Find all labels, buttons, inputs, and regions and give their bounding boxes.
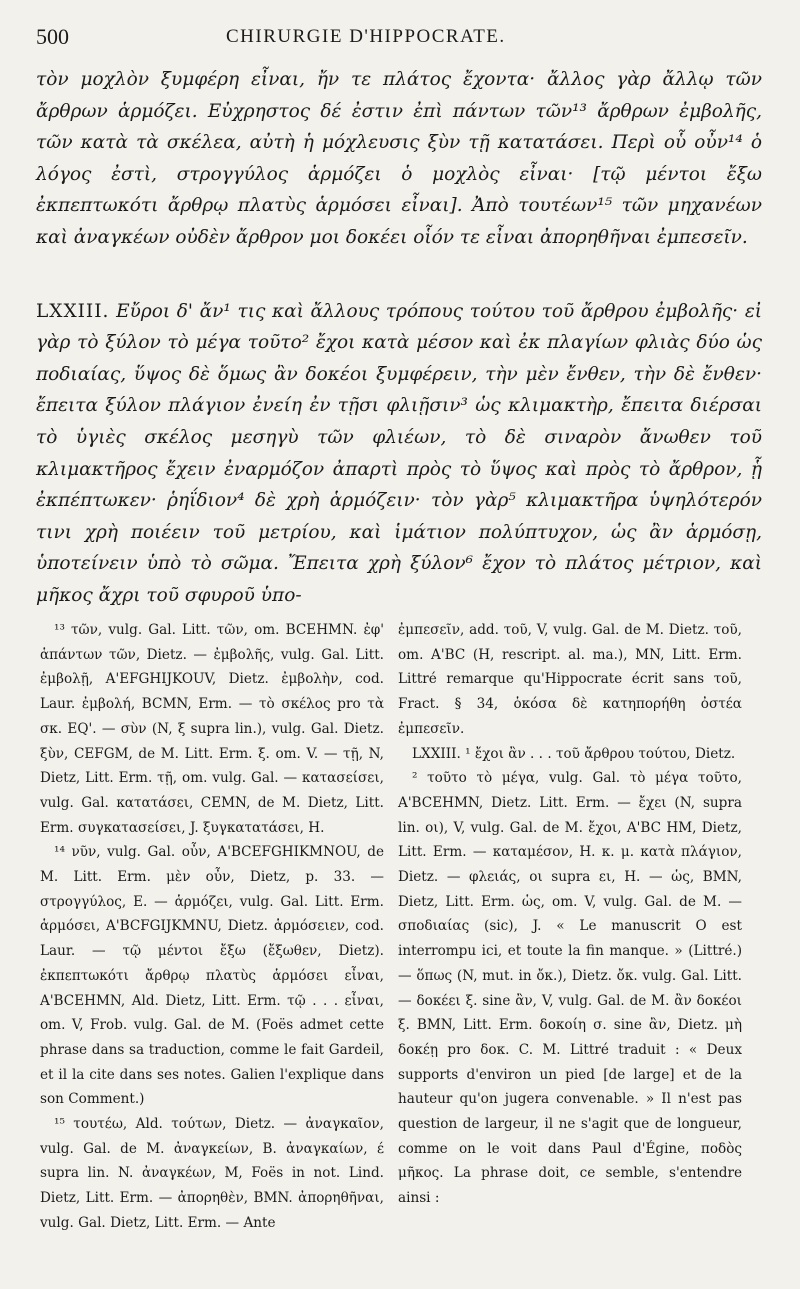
greek-paragraph-1: τὸν μοχλὸν ξυμφέρη εἶναι, ἤν τε πλάτος ἔχοντα· ἄλλος γὰρ ἄλλῳ τῶν ἄρθρων ἁρμόζει. Εὐχρηστος δέ ἐστιν ἐπὶ πάντων τῶν¹³ ἄρθρων ἐμβολῆς, τῶν κατὰ τὰ σκέλεα, αὐτὴ ἡ μόχλευσις ξὺν τῇ κατατάσει. Περὶ οὗ οὖν¹⁴ ὁ λόγος ἐστὶ, στρογγύλος ἁρμόζει ὁ μοχλὸς εἶναι· [τῷ μέντοι ἔξω ἐκπεπτωκότι ἄρθρῳ πλατὺς ἁρμόσει εἶναι]. Ἀπὸ τουτέων¹⁵ τῶν μηχανέων καὶ ἀναγκέων οὐδὲν ἄρθρον μοι δοκέει οἷόν τε εἶναι ἀπορηθῆναι ἐμπεσεῖν. — [36, 69, 762, 248]
footnotes-right-column — [398, 618, 742, 1211]
footnote-13: ¹³ τῶν, vulg. Gal. Litt. τῶν, om. BCEHMN. ἐφ' ἁπάντων τῶν, Dietz. — ἐμβολῆς, vulg. Gal. Litt. ἐμβολῇ, A'EFGHIJKOUV, Dietz. ἐμβολὴν, cod. Laur. ἐμβολή, BCMN, Erm. — τὸ σκέλος pro τὰ σκ. EQ'. — σὺν (N, ξ supra lin.), vulg. Gal. Dietz. ξὺν, CEFGM, de M. Litt. Erm. ξ. om. V. — τῇ, N, Dietz, Litt. Erm. τῇ, om. vulg. Gal. — κατασείσει, vulg. Gal. κατατάσει, CEMN, de M. Dietz, Litt. Erm. συγκατασείσει, J. ξυγκατατάσει, H. — [40, 622, 384, 836]
footnote-15-continued: ἐμπεσεῖν, add. τοῦ, V, vulg. Gal. de M. Dietz. τοῦ, om. A'BC (H, rescript. al. ma.), MN, Litt. Erm. Littré remarque qu'Hippocrate écrit sans τοῦ, Fract. § 34, ὁκόσα δὲ κατηπορήθη ὀστέα ἐμπεσεῖν. — [398, 622, 742, 737]
running-head — [36, 24, 764, 54]
footnotes-left-column — [40, 618, 384, 1236]
section-number: LXXIII. — [36, 300, 110, 322]
running-title: CHIRURGIE D'HIPPOCRATE. — [226, 26, 506, 47]
page-number: 500 — [36, 24, 69, 49]
section-text: Εὔροι δ' ἄν¹ τις καὶ ἄλλους τρόπους τούτου τοῦ ἄρθρου ἐμβολῆς· εἰ γὰρ τὸ ξύλον τὸ μέγα τοῦτο² ἔχοι κατὰ μέσον καὶ ἐκ πλαγίων φλιὰς δύο ὡς ποδιαίας, ὕψος δὲ ὅμως ἂν δοκέοι ξυμφέρειν, τὴν μὲν ἔνθεν, τὴν δὲ ἔνθεν· ἔπειτα ξύλον πλάγιον ἐνείη ἐν τῇσι φλιῇσιν³ ὡς κλιμακτὴρ, ἔπειτα διέρσαι τὸ ὑγιὲς σκέλος μεσηγὺ τῶν φλιέων, τὸ δὲ σιναρὸν ἄνωθεν τοῦ κλιμακτῆρος ἔχειν ἐναρμόζον ἀπαρτὶ πρὸς τὸ ὕψος καὶ πρὸς τὸ ἄρθρον, ᾗ ἐκπέπτωκεν· ῥηΐδιον⁴ δὲ χρὴ ἁρμόζειν· τὸν γὰρ⁵ κλιμακτῆρα ὑψηλότερόν τινι χρὴ ποιέειν τοῦ μετρίου, καὶ ἱμάτιον πολύπτυχον, ὡς ἂν ἁρμόσῃ, ὑποτείνειν ὑπὸ τὸ σῶμα. Ἔπειτα χρὴ ξύλον⁶ ἔχον τὸ πλάτος μέτριον, καὶ μῆκος ἄχρι τοῦ σφυροῦ ὑπο- — [36, 300, 762, 606]
footnote-14: ¹⁴ νῦν, vulg. Gal. οὖν, A'BCEFGHIKMNOU, de M. Litt. Erm. μὲν οὖν, Dietz, p. 33. — στρογγύλος, E. — ἁρμόζει, vulg. Gal. Litt. Erm. ἁρμόσει, A'BCFGIJKMNU, Dietz. ἁρμόσειεν, cod. Laur. — τῷ μέντοι ἔξω (ἔξωθεν, Dietz). ἐκπεπτωκότι ἄρθρῳ πλατὺς ἁρμόσει εἶναι, A'BCEHMN, Ald. Dietz, Litt. Erm. τῷ . . . εἶναι, om. V, Frob. vulg. Gal. de M. (Foës admet cette phrase dans sa traduction, comme le fait Gardeil, et il la cite dans ses notes. Galien l'explique dans son Comment.) — [40, 844, 384, 1108]
greek-paragraph-2 — [36, 296, 762, 612]
footnote-lxxiii-2: ² τοῦτο τὸ μέγα, vulg. Gal. τὸ μέγα τοῦτο, A'BCEHMN, Dietz. Litt. Erm. — ἔχει (N, supra lin. οι), V, vulg. Gal. de M. ἔχοι, A'BC HM, Dietz, Litt. Erm. — καταμέσον, H. κ. μ. κατὰ πλάγιον, Dietz. — φλειάς, οι supra ει, H. — ὡς, BMN, Dietz, Litt. Erm. ὡς, om. V, vulg. Gal. de M. — σποδιαίας (sic), J. « Le manuscrit O est interrompu ici, et toute la fin manque. » (Littré.) — ὅπως (N, mut. in ὄκ.), Dietz. ὄκ. vulg. Gal. Litt. — δοκέει ξ. sine ἂν, V, vulg. Gal. de M. ἂν δοκέοι ξ. BMN, Litt. Erm. δοκοίη σ. sine ἂν, Dietz. μὴ δοκέῃ pro δοκ. C. M. Littré traduit : « Deux supports d'environ un pied [de large] et de la hauteur qu'on jugera convenable. » Il n'est pas question de largeur, il ne s'agit que de longueur, comme on le voit dans Paul d'Égine, ποδὸς μῆκος. La phrase doit, ce semble, s'entendre ainsi : — [398, 770, 742, 1207]
footnote-15: ¹⁵ τουτέω, Ald. τούτων, Dietz. — ἀναγκαῖον, vulg. Gal. de M. ἀναγκείων, B. ἀναγκαίων, έ supra lin. N. ἀναγκέων, M, Foës in not. Lind. Dietz, Litt. Erm. — ἀπορηθὲν, BMN. ἀπορηθῆναι, vulg. Gal. Dietz, Litt. Erm. — Ante — [40, 1116, 384, 1231]
main-greek-text — [36, 64, 762, 612]
footnote-lxxiii-1: LXXIII. ¹ ἔχοι ἂν . . . τοῦ ἄρθρου τούτου, Dietz. — [412, 745, 736, 762]
